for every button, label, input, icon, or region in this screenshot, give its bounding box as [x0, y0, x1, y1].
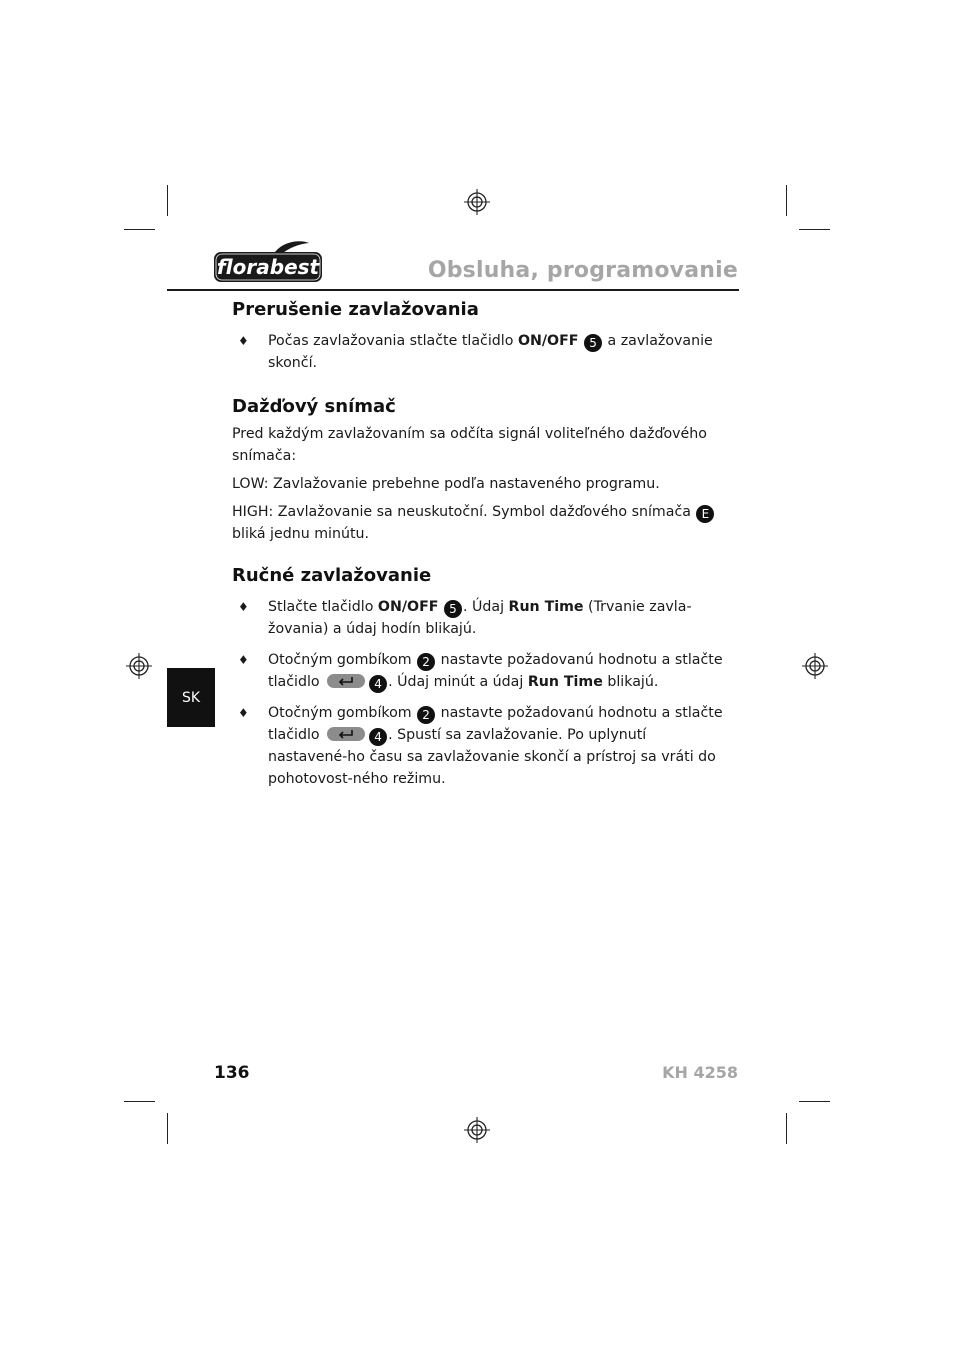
section-heading: Ručné zavlažovanie: [232, 565, 432, 586]
registration-mark-icon: [464, 1117, 490, 1143]
reference-number: 5: [584, 334, 602, 352]
reference-number: 2: [417, 653, 435, 671]
page-title: Obsluha, programovanie: [427, 258, 738, 283]
registration-mark-icon: [126, 653, 152, 679]
florabest-logo: [213, 240, 323, 284]
list-item: ♦ Otočným gombíkom 2 nastavte požadovanú hodnotu a stlačte tlačidlo 4 . Spustí sa zavlažovanie. Po uplynutí nastavené-ho času sa zavlažovanie skončí a prístroj sa vráti do pohotovost-ného režimu.: [232, 702, 728, 790]
bullet-diamond-icon: ♦: [238, 334, 249, 348]
bullet-list: [232, 330, 728, 374]
reference-number: 4: [369, 675, 387, 693]
list-item: ♦ Otočným gombíkom 2 nastavte požadovanú hodnotu a stlačte tlačidlo 4 . Údaj minút a údaj Run Time blikajú.: [232, 649, 728, 693]
page-number: 136: [214, 1063, 250, 1083]
enter-key-icon: [327, 727, 365, 741]
model-number: KH 4258: [662, 1063, 738, 1082]
section-heading: Prerušenie zavlažovania: [232, 299, 479, 320]
crop-mark: [786, 185, 787, 216]
crop-mark: [167, 185, 168, 216]
crop-mark: [124, 1101, 155, 1102]
main-content: [232, 296, 728, 799]
registration-mark-icon: [802, 653, 828, 679]
list-item: ♦ Stlačte tlačidlo ON/OFF 5 . Údaj Run Time (Trvanie zavla-žovania) a údaj hodín blikajú.: [232, 596, 728, 640]
bullet-diamond-icon: ♦: [238, 706, 249, 720]
registration-mark-icon: [464, 189, 490, 215]
crop-mark: [124, 229, 155, 230]
reference-number: 5: [444, 600, 462, 618]
section-heading: Dažďový snímač: [232, 396, 396, 417]
bullet-diamond-icon: ♦: [238, 653, 249, 667]
paragraph: LOW: Zavlažovanie prebehne podľa nastaveného programu.: [232, 476, 660, 492]
logo-text: florabest: [216, 255, 320, 279]
crop-mark: [167, 1113, 168, 1144]
paragraph: Pred každým zavlažovaním sa odčíta signál voliteľného dažďového snímača:: [232, 426, 707, 464]
crop-mark: [786, 1113, 787, 1144]
enter-key-icon: [327, 674, 365, 688]
crop-mark: [799, 1101, 830, 1102]
reference-letter: E: [696, 505, 714, 523]
crop-mark: [799, 229, 830, 230]
language-tab: SK: [167, 668, 215, 727]
bullet-diamond-icon: ♦: [238, 600, 249, 614]
reference-number: 2: [417, 706, 435, 724]
list-item: ♦ Počas zavlažovania stlačte tlačidlo ON/OFF 5 a zavlažovanie skončí.: [232, 330, 728, 374]
bullet-list: [232, 596, 728, 790]
reference-number: 4: [369, 728, 387, 746]
paragraph: HIGH: Zavlažovanie sa neuskutoční. Symbol dažďového snímača E bliká jednu minútu.: [232, 501, 728, 545]
title-divider: [167, 289, 739, 291]
